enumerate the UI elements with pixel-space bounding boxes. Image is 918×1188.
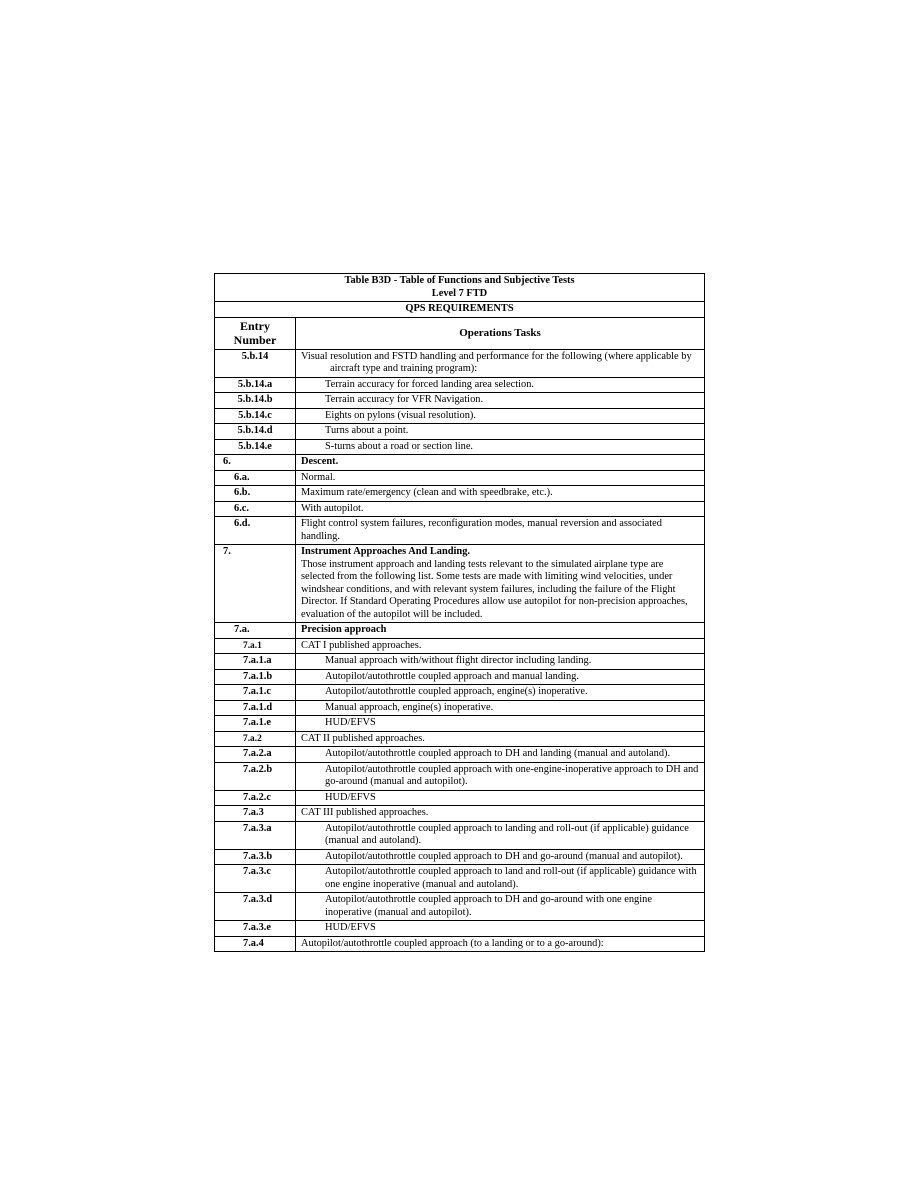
entry-number: 7.a.1.a	[215, 654, 296, 670]
entry-number: 6.b.	[215, 486, 296, 502]
entry-number: 5.b.14.d	[215, 424, 296, 440]
entry-number: 7.a.3.a	[215, 821, 296, 849]
table-row	[215, 865, 705, 893]
task-text	[296, 545, 705, 623]
task-text: Manual approach with/without flight director including landing.	[296, 654, 705, 670]
task-text: Autopilot/autothrottle coupled approach, engine(s) inoperative.	[296, 685, 705, 701]
entry-number: 7.a.1.c	[215, 685, 296, 701]
table-subtitle-row	[215, 302, 705, 318]
task-text: With autopilot.	[296, 501, 705, 517]
entry-number: 5.b.14.c	[215, 408, 296, 424]
task-text: HUD/EFVS	[296, 790, 705, 806]
task-text: Autopilot/autothrottle coupled approach to landing and roll-out (if applicable) guidance (manual and autoland).	[296, 821, 705, 849]
table-row	[215, 424, 705, 440]
entry-number: 7.a.3.b	[215, 849, 296, 865]
task-text: CAT II published approaches.	[296, 731, 705, 747]
table-row	[215, 501, 705, 517]
task-text	[296, 623, 705, 639]
task-text: Manual approach, engine(s) inoperative.	[296, 700, 705, 716]
table-row	[215, 486, 705, 502]
entry-number: 5.b.14	[215, 349, 296, 377]
entry-number: 7.a.3.c	[215, 865, 296, 893]
task-text: CAT I published approaches.	[296, 638, 705, 654]
task-text	[296, 455, 705, 471]
task-text: Flight control system failures, reconfiguration modes, manual reversion and associated handling.	[296, 517, 705, 545]
table-row	[215, 936, 705, 952]
entry-number: 5.b.14.e	[215, 439, 296, 455]
entry-number: 7.	[215, 545, 296, 623]
table-row	[215, 470, 705, 486]
table-title-line-1: Table B3D - Table of Functions and Subjective Tests	[344, 275, 575, 286]
table-row	[215, 545, 705, 623]
table-row	[215, 638, 705, 654]
entry-number: 7.a.2.b	[215, 762, 296, 790]
entry-number: 7.a.3.d	[215, 893, 296, 921]
entry-number: 7.a.2.a	[215, 747, 296, 763]
header-operations-tasks: Operations Tasks	[296, 317, 705, 349]
task-text: Autopilot/autothrottle coupled approach to DH and go-around (manual and autopilot).	[296, 849, 705, 865]
table-row	[215, 393, 705, 409]
task-heading: Descent.	[301, 456, 339, 467]
entry-number: 7.a.2	[215, 731, 296, 747]
table-row	[215, 790, 705, 806]
table-title-row	[215, 274, 705, 302]
entry-number: 7.a.2.c	[215, 790, 296, 806]
table-header-row	[215, 317, 705, 349]
task-text: Terrain accuracy for forced landing area selection.	[296, 377, 705, 393]
header-entry-number: Entry Number	[215, 317, 296, 349]
task-text: Autopilot/autothrottle coupled approach to DH and go-around with one engine inoperative (manual and autopilot).	[296, 893, 705, 921]
task-heading: Instrument Approaches And Landing.	[301, 546, 470, 557]
table-row	[215, 669, 705, 685]
table-row	[215, 716, 705, 732]
table-row	[215, 623, 705, 639]
table-title-line-2: Level 7 FTD	[431, 287, 488, 299]
table-row	[215, 747, 705, 763]
task-text: Autopilot/autothrottle coupled approach to land and roll-out (if applicable) guidance with one engine inoperative (manual and autoland).	[296, 865, 705, 893]
task-text: Autopilot/autothrottle coupled approach to DH and landing (manual and autoland).	[296, 747, 705, 763]
task-text: Autopilot/autothrottle coupled approach with one-engine-inoperative approach to DH and go-around (manual and autopilot).	[296, 762, 705, 790]
entry-number: 7.a.1	[215, 638, 296, 654]
entry-number: 6.d.	[215, 517, 296, 545]
task-text: Turns about a point.	[296, 424, 705, 440]
task-text: HUD/EFVS	[296, 921, 705, 937]
task-text: Terrain accuracy for VFR Navigation.	[296, 393, 705, 409]
task-description: Those instrument approach and landing tests relevant to the simulated airplane type are selected from the following list. Some tests are made with limiting wind velocities, under windshear conditions, and with relevant system failures, including the failure of the Flight Director. If Standard Operating Procedures allow use autopilot for non-precision approaches, evaluation of the autopilot will be included.	[301, 558, 688, 620]
table-title	[215, 274, 705, 302]
task-text: Visual resolution and FSTD handling and performance for the following (where applicable by aircraft type and training program):	[296, 349, 705, 377]
entry-number: 6.a.	[215, 470, 296, 486]
table-row	[215, 349, 705, 377]
entry-number: 7.a.1.d	[215, 700, 296, 716]
task-text: Eights on pylons (visual resolution).	[296, 408, 705, 424]
table-row	[215, 439, 705, 455]
entry-number: 7.a.3.e	[215, 921, 296, 937]
table-row	[215, 893, 705, 921]
entry-number: 6.c.	[215, 501, 296, 517]
table-row	[215, 762, 705, 790]
task-text: Autopilot/autothrottle coupled approach (to a landing or to a go-around):	[296, 936, 705, 952]
table-row	[215, 700, 705, 716]
table-row	[215, 921, 705, 937]
table-row	[215, 806, 705, 822]
table-row	[215, 377, 705, 393]
entry-number: 7.a.4	[215, 936, 296, 952]
entry-number: 7.a.	[215, 623, 296, 639]
task-heading: Precision approach	[301, 624, 387, 635]
task-text: S-turns about a road or section line.	[296, 439, 705, 455]
table-row	[215, 849, 705, 865]
table-row	[215, 654, 705, 670]
table-row	[215, 821, 705, 849]
entry-number: 5.b.14.b	[215, 393, 296, 409]
entry-number: 5.b.14.a	[215, 377, 296, 393]
table-row	[215, 517, 705, 545]
functions-subjective-tests-table	[214, 273, 705, 952]
entry-number: 7.a.1.b	[215, 669, 296, 685]
entry-number: 7.a.1.e	[215, 716, 296, 732]
entry-number: 7.a.3	[215, 806, 296, 822]
task-text: HUD/EFVS	[296, 716, 705, 732]
task-text: Normal.	[296, 470, 705, 486]
task-text: CAT III published approaches.	[296, 806, 705, 822]
task-text: Maximum rate/emergency (clean and with speedbrake, etc.).	[296, 486, 705, 502]
table-row	[215, 408, 705, 424]
task-text: Autopilot/autothrottle coupled approach and manual landing.	[296, 669, 705, 685]
table-row	[215, 685, 705, 701]
table-subtitle: QPS REQUIREMENTS	[215, 302, 705, 318]
table-row	[215, 731, 705, 747]
table-row	[215, 455, 705, 471]
entry-number: 6.	[215, 455, 296, 471]
